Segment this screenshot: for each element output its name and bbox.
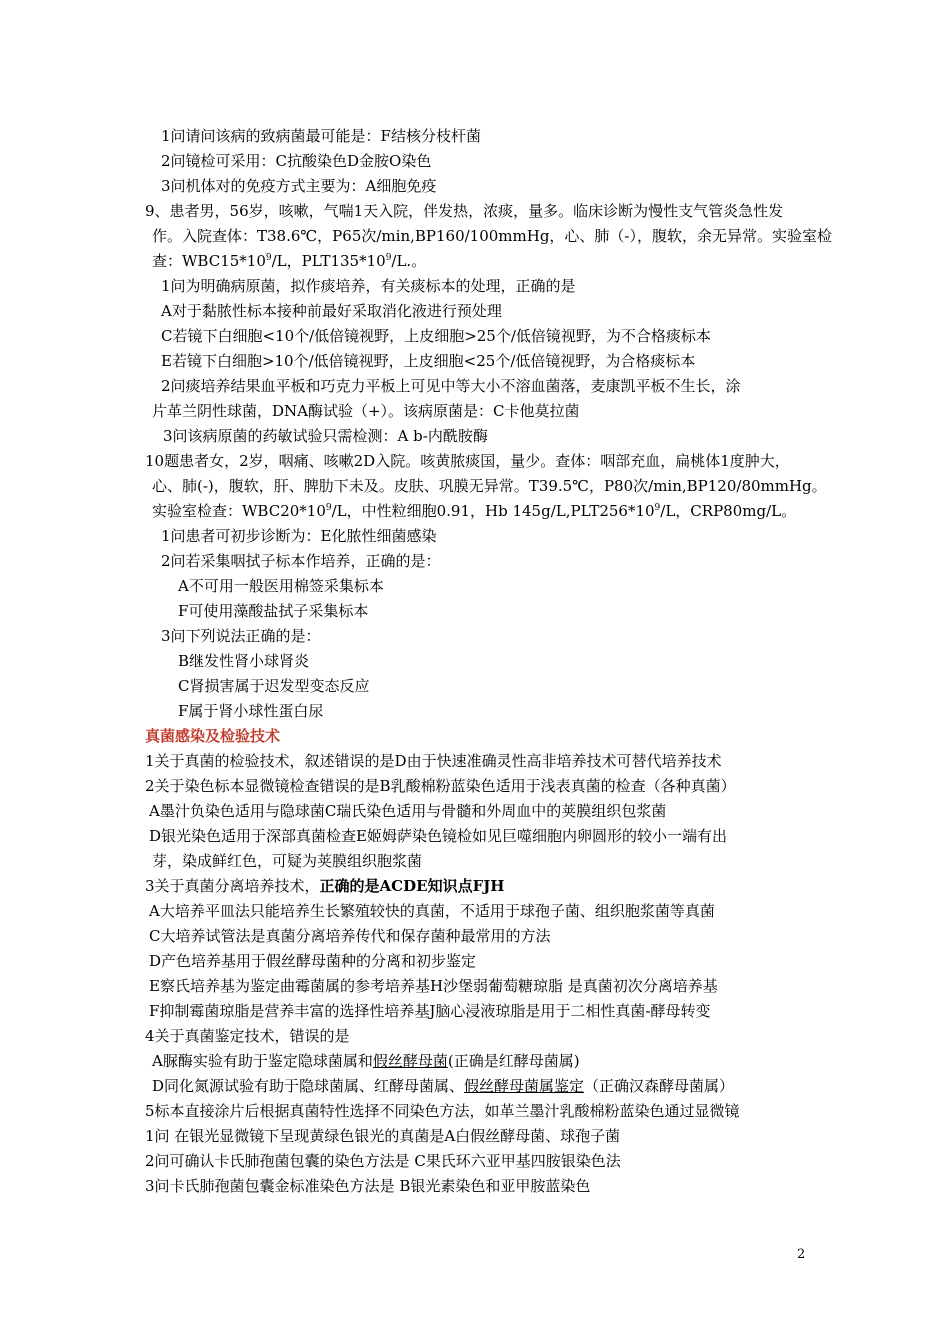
text-line: F可使用藻酸盐拭子采集标本: [178, 602, 369, 620]
text-line: 2问镜检可采用：C抗酸染色D金胺O染色: [161, 152, 432, 170]
text-line: 4关于真菌鉴定技术，错误的是: [145, 1027, 350, 1045]
text-line: 实验室检查：$WBC20*10^9/L$，中性粒细胞0.91，Hb $145g/L,PLT256*10^9/L$，CRP80mg/L。: [152, 502, 797, 520]
text-line: B继发性肾小球肾炎: [178, 652, 310, 670]
text-line: D银光染色适用于深部真菌检查E姬姆萨染色镜检如见巨噬细胞内卵圆形的较小一端有出: [149, 827, 727, 845]
text-line: 3问机体对的免疫方式主要为：A细胞免疫: [161, 177, 437, 195]
text-line: 芽，染成鲜红色，可疑为荚膜组织胞浆菌: [152, 852, 423, 870]
text-line: 2问痰培养结果血平板和巧克力平板上可见中等大小不溶血菌落，麦康凯平板不生长，涂: [161, 377, 741, 395]
text-line: 1问患者可初步诊断为：E化脓性细菌感染: [161, 527, 437, 545]
text-line: F属于肾小球性蛋白尿: [178, 702, 324, 720]
text-line: 3问下列说法正确的是：: [161, 627, 321, 645]
text-line: E若镜下白细胞>10个/低倍镜视野，上皮细胞<25个/低倍镜视野，为合格痰标本: [161, 352, 696, 370]
text-line: 1问请问该病的致病菌最可能是：F结核分枝杆菌: [161, 127, 481, 145]
text-line: A对于黏脓性标本接种前最好采取消化液进行预处理: [161, 302, 502, 320]
text-line: A脲酶实验有助于鉴定隐球菌属和假丝酵母菌(正确是红酵母菌属): [152, 1052, 580, 1070]
text-line: A大培养平皿法只能培养生长繁殖较快的真菌，不适用于球孢子菌、组织胞浆菌等真菌: [149, 902, 715, 920]
text-line: 10题患者女，2岁，咽痛、咳嗽2D入院。咳黄脓痰国，量少。查体：咽部充血，扁桃体1度肿大，: [145, 452, 790, 470]
text-line: A墨汁负染色适用与隐球菌C瑞氏染色适用与骨髓和外周血中的荚膜组织包浆菌: [149, 802, 667, 820]
text-line: 3问该病原菌的药敏试验只需检测：A b-内酰胺酶: [163, 427, 488, 445]
text-line: 5标本直接涂片后根据真菌特性选择不同染色方法，如革兰墨汁乳酸棉粉蓝染色通过显微镜: [145, 1102, 740, 1120]
text-line: 1问为明确病原菌，拟作痰培养，有关痰标本的处理，正确的是: [161, 277, 576, 295]
text-line: 查：$WBC15*10^9/L$，$PLT135*10^9/L$.。: [152, 252, 427, 270]
page-number: 2: [797, 1247, 806, 1262]
text-line: D产色培养基用于假丝酵母菌种的分离和初步鉴定: [149, 952, 477, 970]
text-line: 9、患者男，56岁，咳嗽，气喘1天入院，伴发热，浓痰，量多。临床诊断为慢性支气管炎急性发: [145, 202, 784, 220]
text-line: 3问卡氏肺孢菌包囊金标准染色方法是 B银光素染色和亚甲胺蓝染色: [145, 1177, 591, 1195]
text-line: C若镜下白细胞<10个/低倍镜视野，上皮细胞>25个/低倍镜视野，为不合格痰标本: [161, 327, 711, 345]
text-line: 1问 在银光显微镜下呈现黄绿色银光的真菌是A白假丝酵母菌、球孢子菌: [145, 1127, 621, 1145]
text-line: E察氏培养基为鉴定曲霉菌属的参考培养基H沙堡弱葡萄糖琼脂 是真菌初次分离培养基: [149, 977, 718, 995]
text-line: 2问可确认卡氏肺孢菌包囊的染色方法是 C果氏环六亚甲基四胺银染色法: [145, 1152, 621, 1170]
text-line: D同化氮源试验有助于隐球菌属、红酵母菌属、假丝酵母菌属鉴定（正确汉森酵母菌属）: [152, 1077, 735, 1095]
text-line: 2关于染色标本显微镜检查错误的是B乳酸棉粉蓝染色适用于浅表真菌的检查（各种真菌）: [145, 777, 736, 795]
text-line: 3关于真菌分离培养技术，正确的是ACDE知识点FJH: [145, 877, 505, 895]
text-line: A不可用一般医用棉签采集标本: [178, 577, 384, 595]
text-line: C肾损害属于迟发型变态反应: [178, 677, 370, 695]
text-line: 片革兰阴性球菌，DNA酶试验（+）。该病原菌是：C卡他莫拉菌: [152, 402, 580, 420]
text-line: F抑制霉菌琼脂是营养丰富的选择性培养基J脑心浸液琼脂是用于二相性真菌-酵母转变: [149, 1002, 711, 1020]
text-line: 2问若采集咽拭子标本作培养，正确的是：: [161, 552, 441, 570]
text-line: C大培养试管法是真菌分离培养传代和保存菌种最常用的方法: [149, 927, 551, 945]
section-heading: 真菌感染及检验技术: [145, 727, 281, 745]
text-line: 1关于真菌的检验技术，叙述错误的是D由于快速准确灵性高非培养技术可替代培养技术: [145, 752, 722, 770]
text-line: 作。入院查体：T38.6℃，P65次/min,BP160/100mmHg，心、肺（-），腹软，余无异常。实验室检: [152, 227, 832, 245]
text-line: 心、肺(-)，腹软，肝、脾肋下未及。皮肤、巩膜无异常。T39.5℃，P80次/min,BP120/80mmHg。: [152, 477, 827, 495]
